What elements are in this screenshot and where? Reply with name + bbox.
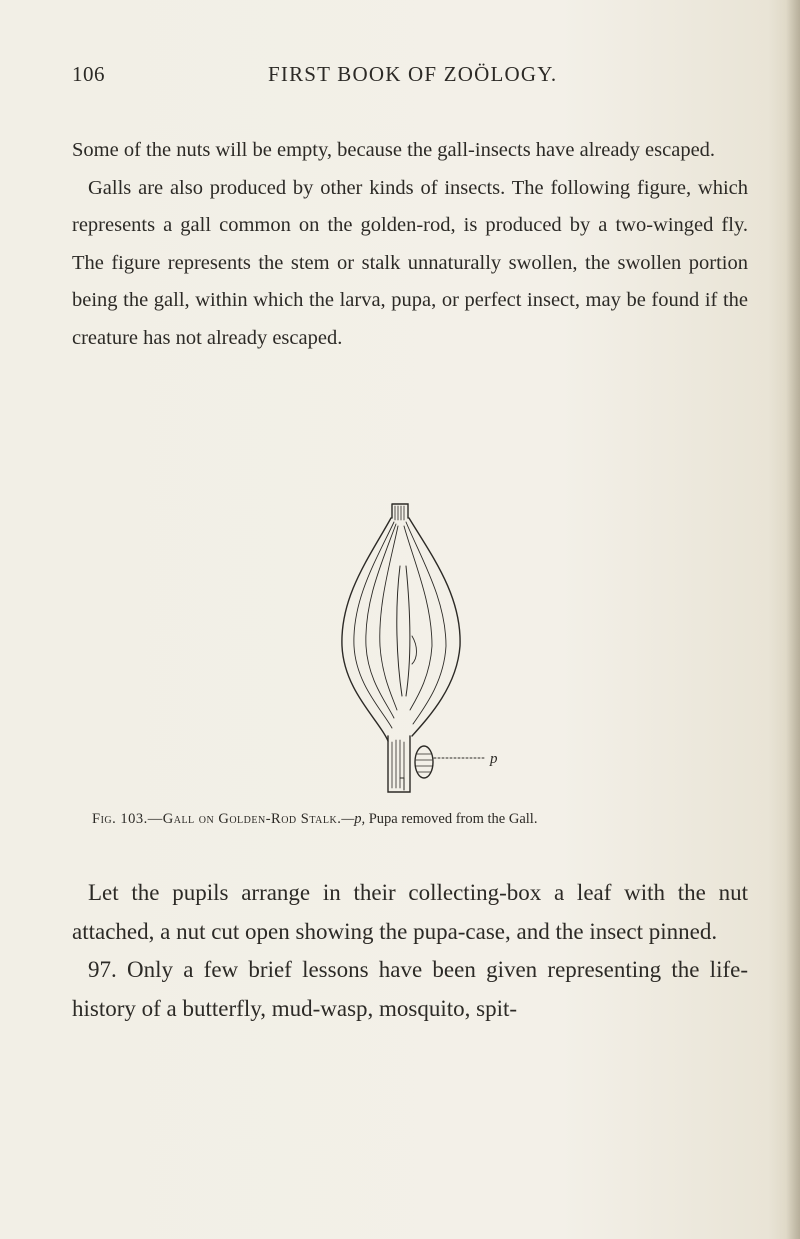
gall-outline-right	[409, 518, 460, 736]
caption-title: —Gall on Golden-Rod Stalk.	[147, 811, 342, 827]
gall-illustration	[300, 496, 540, 796]
caption-description: Pupa removed from the Gall.	[365, 811, 538, 827]
paragraph-4: 97. Only a few brief lessons have been given representing the life-history of a butterfly, mud-wasp, mosquito, spit-	[72, 957, 748, 1021]
pupa-label: p	[490, 751, 498, 767]
gall-figure	[300, 496, 540, 796]
stalk-top	[392, 504, 408, 518]
pupa-shape	[415, 746, 433, 778]
stalk-bottom	[388, 736, 410, 792]
paragraph-2: Galls are also produced by other kinds of insects. The following figure, which represents a gall common on the golden-rod, is produced by a two-winged fly. The figure represents the stem or stalk unnaturally swollen, the swollen portion being the gall, within which the larva, pupa, or perfect insect, may be found if the creature has not already escaped.	[72, 176, 748, 349]
page-number: 106	[72, 62, 105, 86]
lower-text-block	[72, 874, 748, 1028]
page-header	[72, 62, 752, 92]
upper-text-block	[72, 132, 748, 357]
page-edge-shadow	[786, 0, 800, 1239]
caption-pupa-ref: —p,	[341, 811, 366, 827]
caption-figure-number: Fig. 103.	[92, 811, 148, 827]
paragraph-3: Let the pupils arrange in their collecting-box a leaf with the nut attached, a nut cut open showing the pupa-case, and the insect pinned.	[72, 880, 748, 944]
paragraph-1: Some of the nuts will be empty, because the gall-insects have already escaped.	[72, 139, 716, 161]
figure-caption	[92, 811, 732, 828]
running-head: FIRST BOOK OF ZOÖLOGY.	[268, 62, 558, 86]
